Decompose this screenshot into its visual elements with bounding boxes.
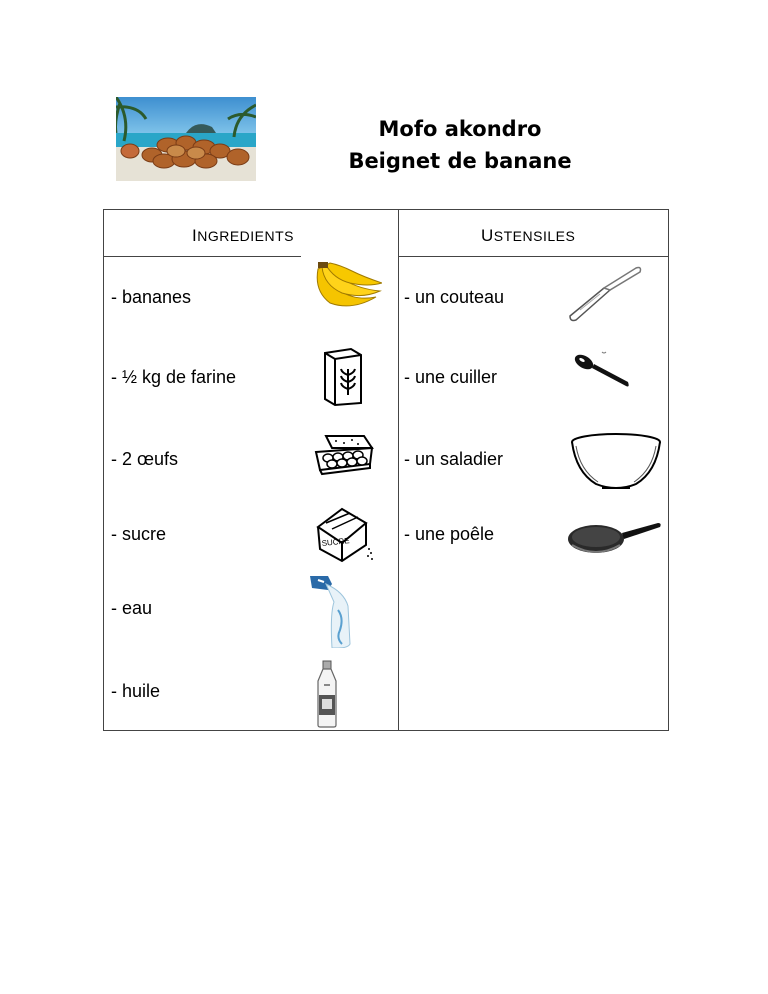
ingredients-header: INGREDIENTS xyxy=(192,226,295,245)
knife-icon xyxy=(566,264,644,322)
spoon-icon xyxy=(572,348,634,392)
ustensil-spoon: - une cuiller xyxy=(404,367,498,387)
recipe-photo xyxy=(116,97,256,181)
ustensiles-header: USTENSILES xyxy=(481,226,576,245)
header-divider-left xyxy=(104,256,301,257)
ingredient-eggs: - 2 œufs xyxy=(111,449,179,469)
sugar-box-icon xyxy=(314,505,376,563)
bananas-icon xyxy=(312,261,382,309)
egg-carton-icon xyxy=(314,434,376,476)
header-divider-right xyxy=(399,256,669,257)
recipe-table xyxy=(103,209,669,731)
water-bottle-icon xyxy=(308,574,364,648)
ingredient-flour: - ½ kg de farine xyxy=(111,367,237,387)
recipe-title-malagasy: Mofo akondro xyxy=(378,117,542,141)
ingredient-water: - eau xyxy=(111,598,153,618)
flour-bag-icon xyxy=(321,345,365,407)
ingredient-bananas: - bananes xyxy=(111,287,192,307)
ingredient-oil: - huile xyxy=(111,681,161,701)
oil-bottle-icon xyxy=(314,659,340,729)
bowl-icon xyxy=(568,432,664,494)
ustensil-knife: - un couteau xyxy=(404,287,505,307)
svg-text:SUCRE: SUCRE xyxy=(321,536,351,548)
recipe-title-french: Beignet de banane xyxy=(348,149,572,173)
ingredient-sugar: - sucre xyxy=(111,524,167,544)
frying-pan-icon xyxy=(566,521,662,559)
column-divider xyxy=(398,210,399,730)
ustensil-pan: - une poêle xyxy=(404,524,495,544)
ustensil-bowl: - un saladier xyxy=(404,449,504,469)
